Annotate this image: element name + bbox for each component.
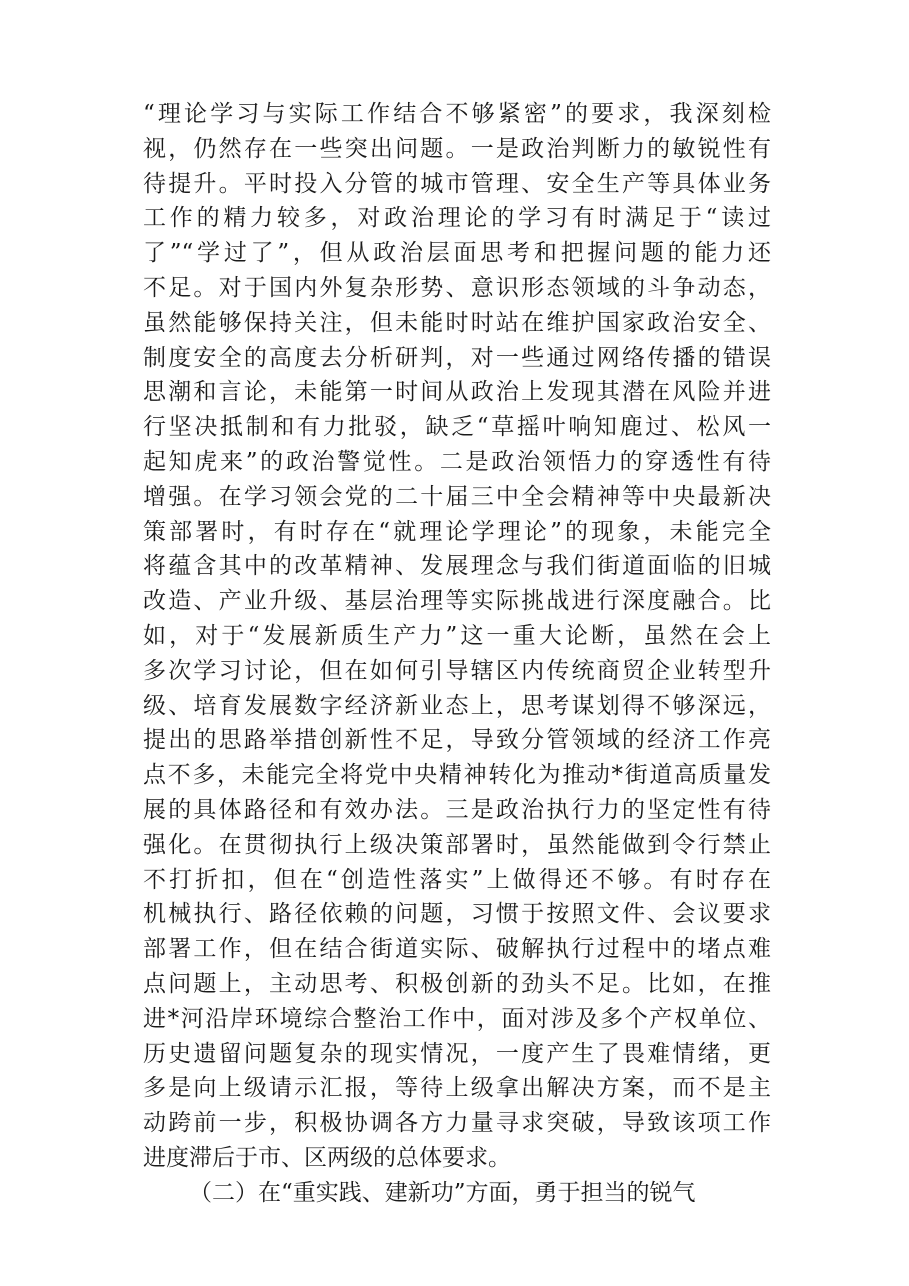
- text-line: 强化。在贯彻执行上级决策部署时，虽然能做到令行禁止: [143, 831, 771, 858]
- text-line: 展的具体路径和有效办法。三是政治执行力的坚定性有待: [143, 796, 771, 823]
- text-line: 了”“学过了”，但从政治层面思考和把握问题的能力还: [143, 240, 771, 267]
- text-line: 进*河沿岸环境综合整治工作中，面对涉及多个产权单位、: [143, 1005, 771, 1032]
- text-line: 历史遗留问题复杂的现实情况，一度产生了畏难情绪，更: [143, 1040, 771, 1067]
- document-body: [143, 97, 771, 1211]
- text-line: 将蕴含其中的改革精神、发展理念与我们街道面临的旧城: [143, 553, 771, 580]
- text-line: 起知虎来”的政治警觉性。二是政治领悟力的穿透性有待: [143, 448, 771, 475]
- text-line: 点问题上，主动思考、积极创新的劲头不足。比如，在推: [143, 970, 771, 997]
- text-line: 虽然能够保持关注，但未能时时站在维护国家政治安全、: [143, 309, 771, 336]
- text-line: 改造、产业升级、基层治理等实际挑战进行深度融合。比: [143, 588, 771, 615]
- text-line: 增强。在学习领会党的二十届三中全会精神等中央最新决: [143, 483, 771, 510]
- text-line: 策部署时，有时存在“就理论学理论”的现象，未能完全: [143, 518, 771, 545]
- section-heading-line: （二）在“重实践、建新功”方面，勇于担当的锐气: [189, 1179, 696, 1206]
- text-line: 不打折扣，但在“创造性落实”上做得还不够。有时存在: [143, 866, 771, 893]
- text-line: 部署工作，但在结合街道实际、破解执行过程中的堵点难: [143, 936, 771, 963]
- text-line: 工作的精力较多，对政治理论的学习有时满足于“读过: [143, 205, 771, 232]
- text-line: 点不多，未能完全将党中央精神转化为推动*街道高质量发: [143, 762, 771, 789]
- text-line: 行坚决抵制和有力批驳，缺乏“草摇叶响知鹿过、松风一: [143, 414, 771, 441]
- text-line: 视，仍然存在一些突出问题。一是政治判断力的敏锐性有: [143, 135, 771, 162]
- text-line: 级、培育发展数字经济新业态上，思考谋划得不够深远，: [143, 692, 771, 719]
- text-line: 思潮和言论，未能第一时间从政治上发现其潜在风险并进: [143, 379, 771, 406]
- text-line: 多次学习讨论，但在如何引导辖区内传统商贸企业转型升: [143, 657, 771, 684]
- text-line: “理论学习与实际工作结合不够紧密”的要求，我深刻检: [143, 101, 771, 127]
- text-line: 进度滞后于市、区两级的总体要求。: [143, 1144, 511, 1171]
- text-line: 机械执行、路径依赖的问题，习惯于按照文件、会议要求: [143, 901, 771, 928]
- text-line: 待提升。平时投入分管的城市管理、安全生产等具体业务: [143, 170, 771, 197]
- text-line: 不足。对于国内外复杂形势、意识形态领域的斗争动态，: [143, 274, 771, 301]
- section-heading-practice: [143, 1176, 771, 1211]
- text-line: 多是向上级请示汇报，等待上级拿出解决方案，而不是主: [143, 1075, 771, 1102]
- text-line: 动跨前一步，积极协调各方力量寻求突破，导致该项工作: [143, 1110, 771, 1137]
- text-line: 如，对于“发展新质生产力”这一重大论断，虽然在会上: [143, 622, 771, 649]
- text-line: 提出的思路举措创新性不足，导致分管领域的经济工作亮: [143, 727, 771, 754]
- text-line: 制度安全的高度去分析研判，对一些通过网络传播的错误: [143, 344, 771, 371]
- paragraph-review-problems: [143, 97, 771, 1176]
